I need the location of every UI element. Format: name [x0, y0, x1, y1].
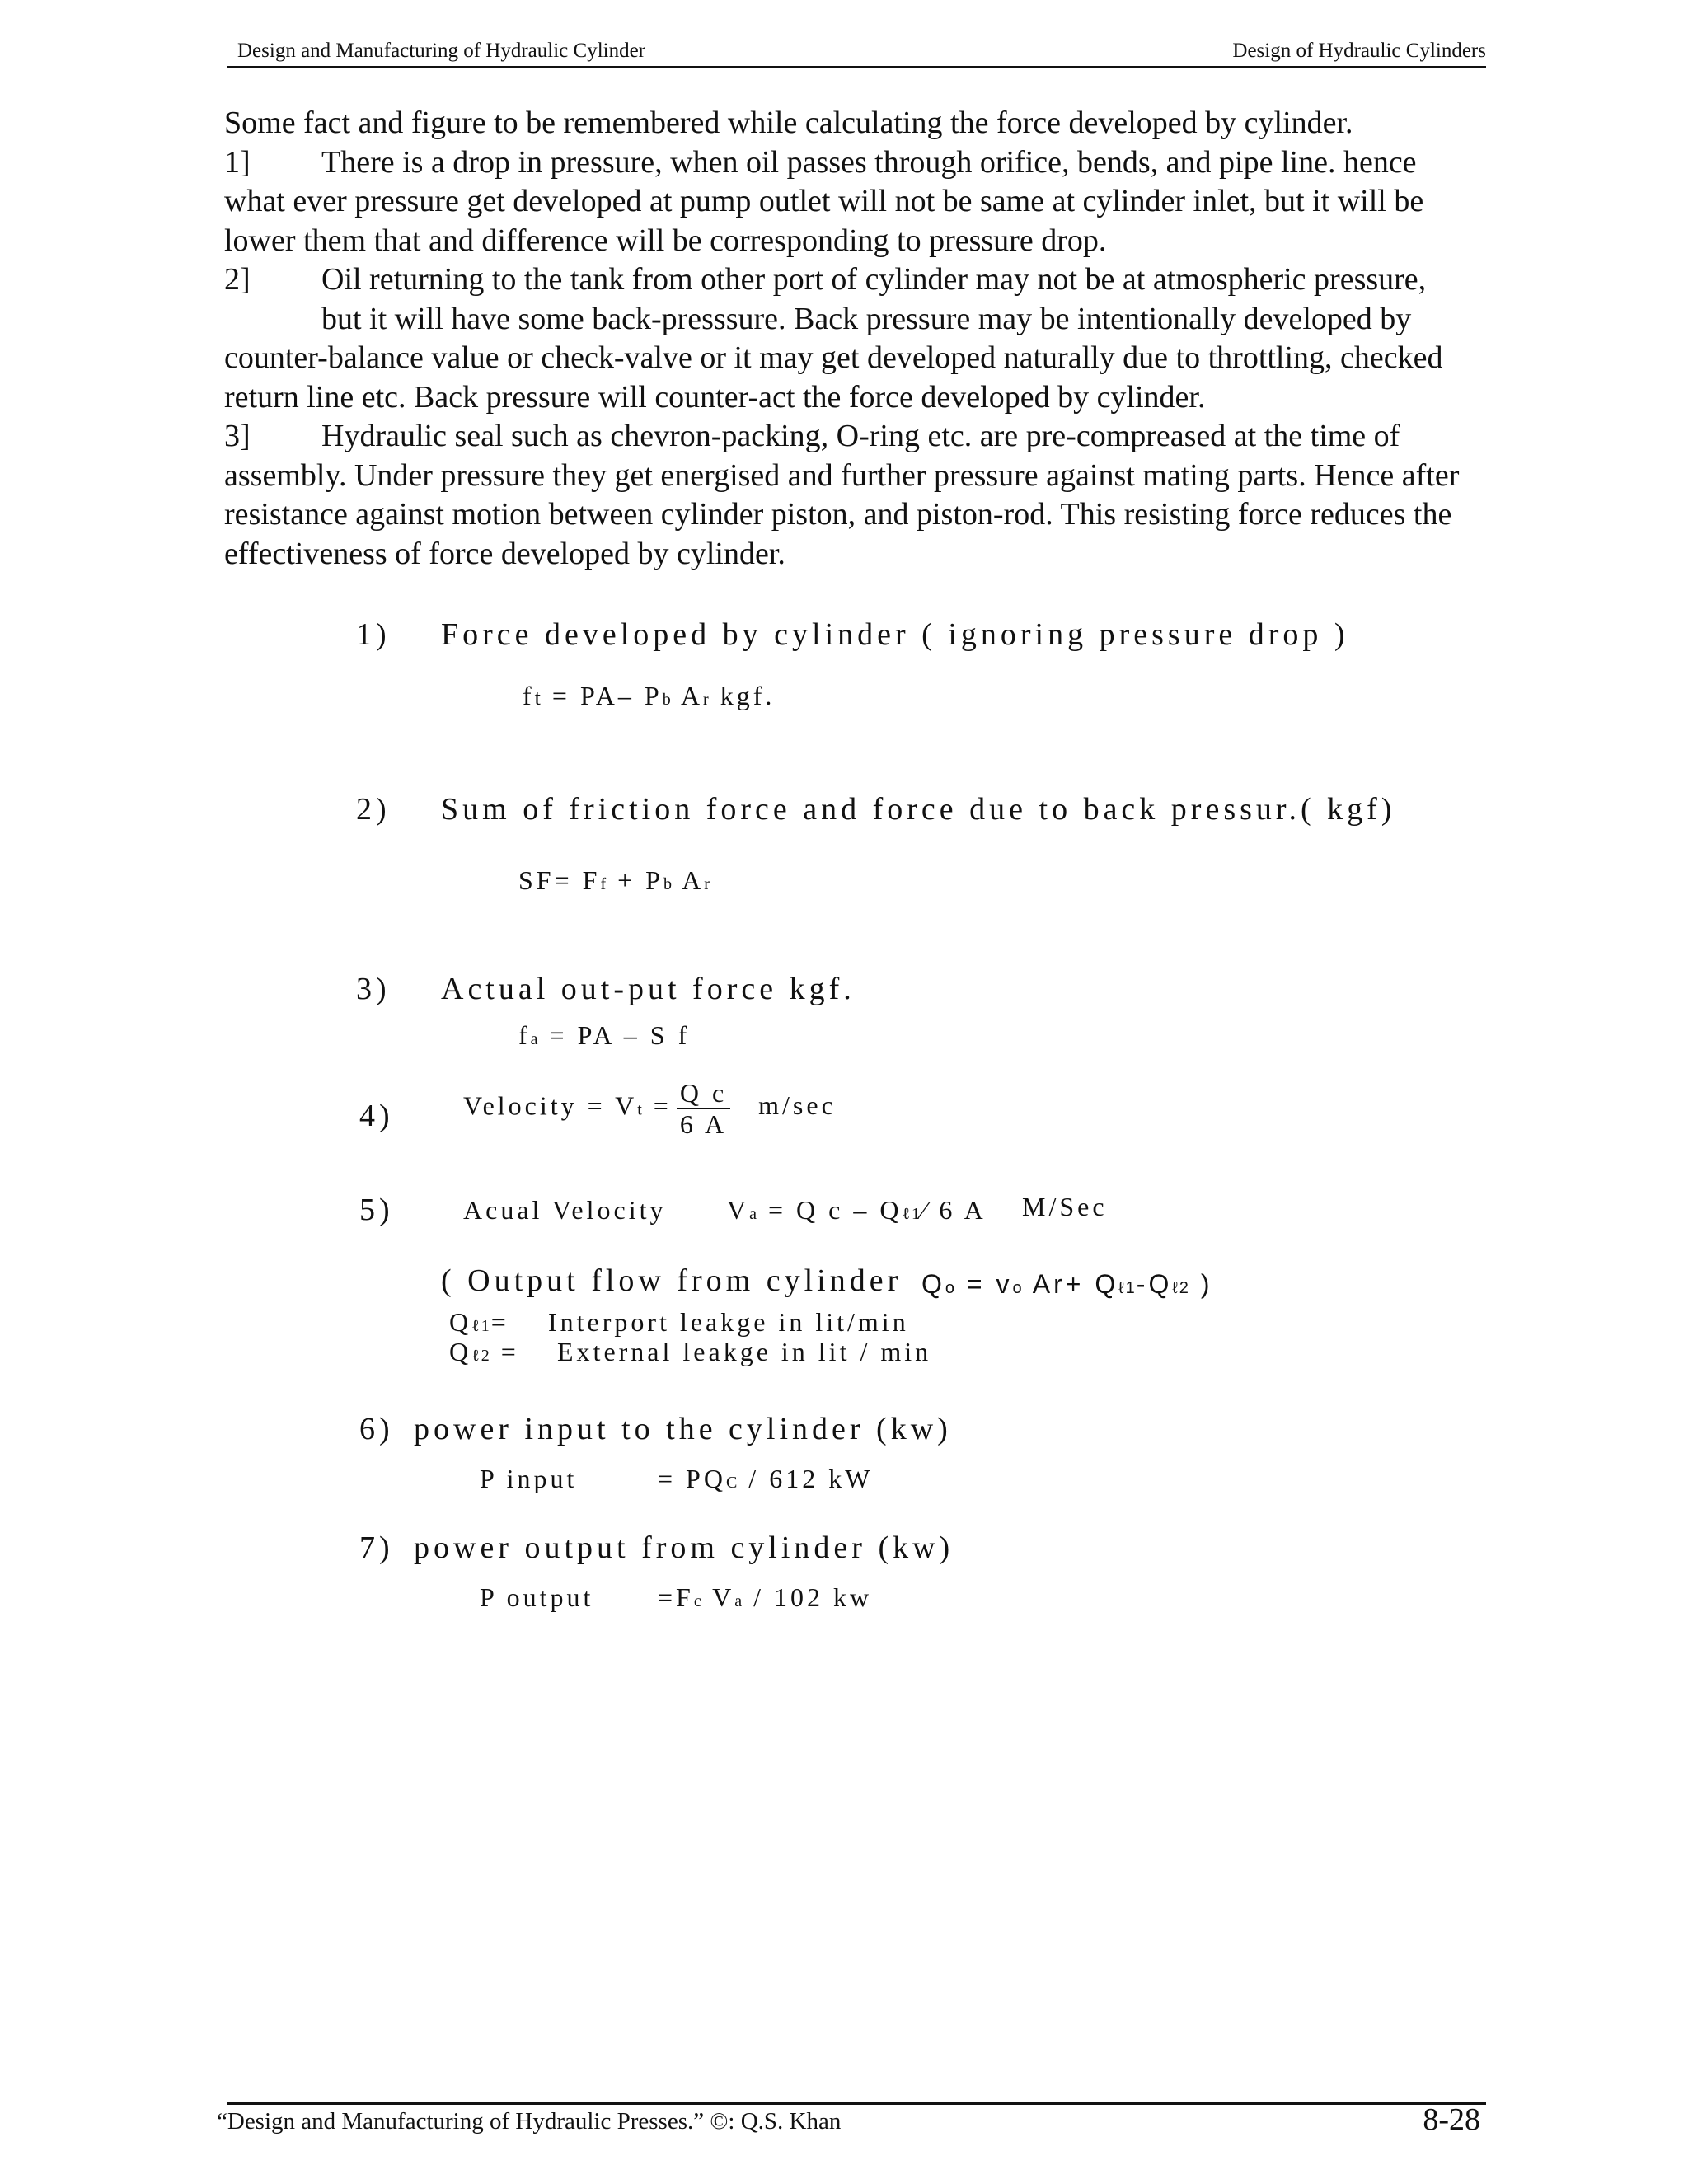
intro-line: but it will have some back-presssure. Back pressure may be intentionally developed by: [321, 301, 1412, 336]
item-6-label: P input: [480, 1464, 578, 1493]
footer-rule: [227, 2102, 1486, 2105]
intro-line: lower them that and difference will be corresponding to pressure drop.: [224, 223, 1107, 258]
point-number: 2]: [224, 262, 251, 297]
external-leakage-text: External leakge in lit / min: [557, 1337, 932, 1366]
point-1: [224, 143, 1486, 183]
item-6-formula: = PQC / 612 kW: [658, 1464, 874, 1493]
item-7-formula: =Fc Va / 102 kw: [658, 1582, 873, 1612]
item-5-number: 5): [359, 1193, 394, 1227]
item-5-unit: M/Sec: [1022, 1192, 1108, 1221]
item-7-title: power output from cylinder (kw): [414, 1530, 954, 1565]
item-1-number: 1): [356, 617, 391, 652]
item-4-number: 4): [359, 1099, 394, 1133]
item-1-title: Force developed by cylinder ( ignoring pressure drop ): [441, 617, 1349, 652]
output-flow-label: ( Output flow from cylinder: [441, 1263, 903, 1298]
item-6-number: 6): [359, 1412, 394, 1446]
external-leakage-symbol: Qℓ2 =: [449, 1337, 519, 1366]
intro-line: Oil returning to the tank from other port of cylinder may not be at atmospheric pressure,: [321, 262, 1427, 297]
running-header-right: Design of Hydraulic Cylinders: [1232, 40, 1486, 62]
item-3-title: Actual out-put force kgf.: [441, 972, 856, 1006]
intro-line: resistance against motion between cylinder piston, and piston-rod. This resisting force reduces the: [224, 497, 1452, 532]
intro-line-indented: [224, 300, 1486, 340]
interport-leakage-text: Interport leakge in lit/min: [548, 1307, 909, 1337]
item-3-number: 3): [356, 972, 391, 1006]
item-2-title: Sum of friction force and force due to back pressur.( kgf): [441, 792, 1396, 827]
intro-line: counter-balance value or check-valve or it may get developed naturally due to throttling, checked: [224, 340, 1443, 375]
footer-citation: “Design and Manufacturing of Hydraulic Presses.” ©: Q.S. Khan: [217, 2108, 842, 2135]
point-2: [224, 260, 1486, 300]
intro-line: return line etc. Back pressure will counter-act the force developed by cylinder.: [224, 379, 1206, 415]
running-header-left: Design and Manufacturing of Hydraulic Cylinder: [237, 40, 646, 62]
item-7-label: P output: [480, 1582, 594, 1612]
item-4-formula: Velocity = Vt = $\frac{\text{Q c}}{6 A}$ m/sec: [463, 1078, 837, 1139]
intro-line: what ever pressure get developed at pump outlet will not be same at cylinder inlet, but it will be: [224, 184, 1424, 218]
output-flow-formula: Qo = vo Ar+ Qℓ1-Qℓ2 ): [921, 1269, 1213, 1299]
item-6-title: power input to the cylinder (kw): [414, 1412, 952, 1446]
item-2-formula: SF= Ff + Pb Ar: [518, 865, 711, 895]
page-number: 8-28: [1423, 2102, 1480, 2137]
item-3-formula: fa = PA – S f: [518, 1020, 691, 1050]
point-3: [224, 417, 1486, 457]
intro-line: assembly. Under pressure they get energised and further pressure against mating parts. Hence after: [224, 457, 1460, 493]
intro-text: [224, 104, 1486, 574]
intro-line: There is a drop in pressure, when oil passes through orifice, bends, and pipe line. hence: [321, 144, 1417, 180]
item-7-number: 7): [359, 1530, 394, 1565]
interport-leakage-symbol: Qℓ1=: [449, 1307, 509, 1337]
header-rule: [227, 66, 1486, 68]
point-number: 3]: [224, 419, 251, 453]
velocity-fraction: $\frac{\text{Q c}}{6 A}$: [677, 1078, 730, 1139]
intro-line: Some fact and figure to be remembered while calculating the force developed by cylinder.: [224, 105, 1353, 140]
item-1-formula: ft = PA– Pb Ar kgf.: [523, 681, 776, 710]
item-2-number: 2): [356, 792, 391, 827]
intro-line: Hydraulic seal such as chevron-packing, O-ring etc. are pre-compreased at the time of: [321, 419, 1400, 453]
intro-line: effectiveness of force developed by cylinder.: [224, 536, 785, 571]
point-number: 1]: [224, 144, 251, 180]
item-5-label: Acual Velocity: [463, 1195, 667, 1225]
item-5-formula: Va = Q c – Qℓ1∕ 6 A: [727, 1195, 987, 1225]
